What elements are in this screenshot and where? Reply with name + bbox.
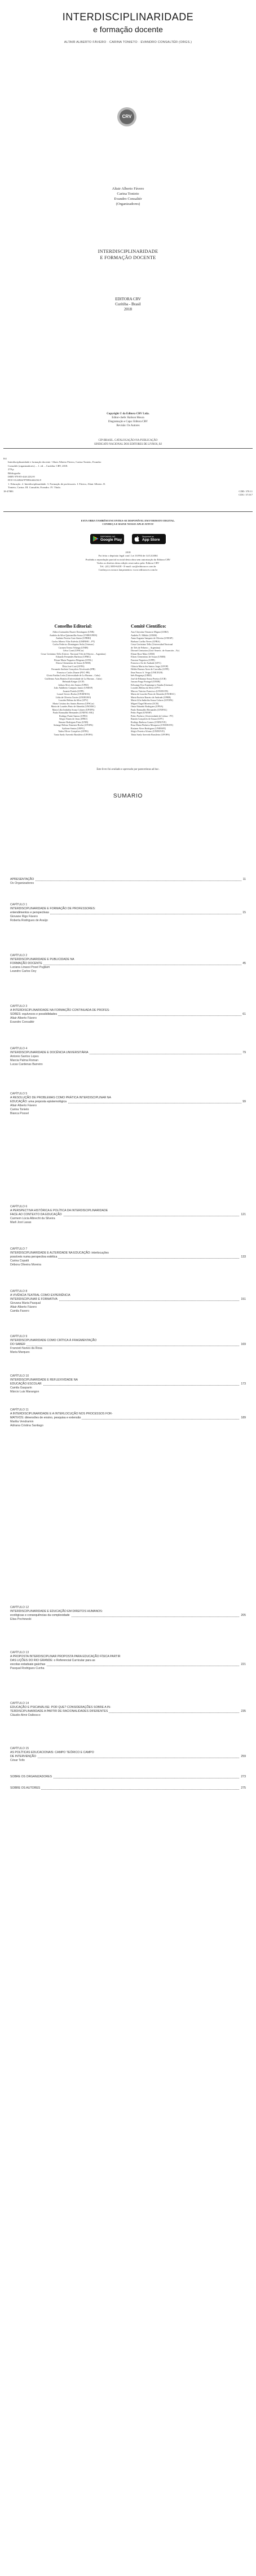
toc-heading-line xyxy=(10,1659,246,1663)
catalog-record xyxy=(3,457,253,497)
toc-entry xyxy=(10,1290,246,1313)
scientific-committee-member: Maria Lília Imbiriba Sousa Colares (UFOPA) xyxy=(131,699,173,702)
toc-heading-line xyxy=(10,1610,246,1614)
toc-author: Elisa Pochewski xyxy=(10,1618,32,1621)
toc-author: Adriana Cristina Santiago xyxy=(10,1424,43,1427)
toc-heading-line xyxy=(10,1096,246,1100)
copyright-page xyxy=(0,412,256,604)
toc-author: Márcio Luis Marangon xyxy=(10,1390,39,1394)
crv-logo-icon xyxy=(117,107,136,126)
toc-entry xyxy=(10,1651,246,1671)
editorial-board xyxy=(17,624,130,736)
editorial-board-member: Antônio Pereira Gaio Júnior (UFRRJ) xyxy=(55,637,91,639)
toc-heading-text: A INTERDISCIPLINARIDADE E A INTERLOCUÇÃO NOS PROCESSOS FOR- xyxy=(10,1412,113,1416)
editorial-board-member: Sérgio Nunes de Jesus (IFRO) xyxy=(59,717,87,720)
organizers-page xyxy=(0,186,256,214)
editorial-board-member: Celso Conti (UFSCar) xyxy=(63,649,84,652)
toc-author: Débora Oliveira Moreira xyxy=(10,1263,42,1267)
toc-page-number: 99 xyxy=(242,1100,246,1103)
catalog-line: DOI 10.24824/978854442232.8 xyxy=(8,479,41,482)
cover-subtitle: e formação docente xyxy=(93,25,163,34)
toc-heading-text: INTERDISCIPLINAR E FORMATIVA xyxy=(10,1298,58,1301)
title-page-title xyxy=(0,248,256,261)
scientific-committee-member: Pedro Pagni (UNESP) xyxy=(131,711,152,714)
toc-page-number: 121 xyxy=(241,1213,246,1216)
cdu-code: CDU: 37.017 xyxy=(239,493,253,497)
scientific-committee-member: Ilma Passos A. Veiga (UNICEUB) xyxy=(131,671,163,674)
editorial-board-member: Eduardo Fernandes Barbosa (UFMG) xyxy=(56,655,91,658)
peer-review-note: Este livro foi avaliado e aprovado por pareceristas ad hoc. xyxy=(96,768,160,770)
toc-page-number: 61 xyxy=(242,1013,246,1016)
google-play-badge[interactable] xyxy=(90,534,124,544)
toc-entry xyxy=(10,1005,246,1024)
editorial-board-member: Maria Cristina dos Santos Bezerra (UFSCar) xyxy=(52,702,94,705)
toc-page-number: 273 xyxy=(241,1775,246,1778)
toc-author: Antonio Santos Lopes xyxy=(10,1055,39,1058)
editorial-board-member: Fernando Antônio Gonçalves Alcoforado (IPB) xyxy=(51,668,95,671)
editorial-board-member: Lídia de Oliveira Xavier (UNIEURO) xyxy=(55,695,91,699)
toc-chapter-label: CAPÍTULO 10 xyxy=(10,1374,29,1378)
scientific-committee-member: de Três de Febrero – Argentina) xyxy=(131,646,161,649)
apple-icon xyxy=(134,536,140,542)
editorial-board-member: Maria de Lourdes Pinto de Almeida (UNOESC) xyxy=(51,705,96,708)
design-line: Diagramação e Capa: Editora CRV xyxy=(108,420,148,423)
publisher-name: EDITORA CRV xyxy=(115,297,141,301)
editorial-board-member: Rodrigo Pratte-Santos (UFES) xyxy=(59,714,88,717)
toc-heading-text: EDUCAÇÃO E PSICANÁLISE: POR QUE? CONSIDERAÇÕES SOBRE A IN- xyxy=(10,1706,111,1709)
editorial-board-member: Solange Helena Ximenes-Rocha (UFOPA) xyxy=(54,724,93,726)
review-line: Revisão: Os Autores xyxy=(116,424,140,427)
toc-entry xyxy=(10,1205,246,1225)
scientific-committee-member: Anna Augusta Sampaio de Oliveira (UNESP) xyxy=(131,637,173,639)
toc-heading-text: EDUCAÇÃO: uma proposta epistemológica xyxy=(10,1100,67,1103)
editorial-board-member: Carlos Federico Dominguez Avila (Unieuro) xyxy=(52,643,94,646)
app-store-badge[interactable] xyxy=(132,534,166,544)
scientific-committee-member: Tânia Suely Azevedo Brasileiro (UFOPA) xyxy=(131,733,170,736)
publisher-city: Curitiba - Brasil xyxy=(115,302,141,306)
scientific-committee-member: Gláucia Maria dos Santos Jorge (UFOP) xyxy=(131,664,169,668)
toc-entry xyxy=(10,1374,246,1394)
catalog-code: I61 xyxy=(3,457,7,460)
organizer-name: Carina Tonieto xyxy=(117,192,139,196)
editorial-board-member: Leonel Severo Rocha (UNISINOS) xyxy=(56,693,90,695)
editorial-board-member: Carmen Tereza Velanga (UNIR) xyxy=(58,646,89,649)
ebook-line-1: ESTA OBRA TAMBÉM ENCONTRA-SE DISPONÍVEL EM FORMATO DIGITAL. xyxy=(81,519,175,522)
toc-heading-line xyxy=(10,1416,246,1420)
footer-line-5: Conheça os nossos lançamentos: www.editoracrv.com.br xyxy=(98,568,158,572)
toc-author: Carina Tonieto xyxy=(10,1108,29,1111)
organizer-name: Altair Alberto Fávero xyxy=(112,187,144,191)
toc-leader-dots xyxy=(10,880,246,881)
toc-author: Lucas Cardenas Barreiro xyxy=(10,1063,43,1066)
toc-author: Altair Alberto Fávero xyxy=(10,1017,37,1020)
scientific-committee-member: Rosiane Alves Rodrigues (UNEMAT) xyxy=(131,726,166,730)
toc-author: Os Organizadores xyxy=(10,882,34,885)
toc-author: Camila Gasparin xyxy=(10,1386,32,1390)
toc-author: César Tello xyxy=(10,1759,25,1762)
editorial-board-member: Cesar Gerónimo Tello (Univer .Nacional Três de Febrero – Argentina) xyxy=(41,652,106,655)
toc-heading-text: DAS LIÇÕES DO RIO GRANDE: o Referencial Curricular para as xyxy=(10,1659,95,1662)
toc-page-number: 79 xyxy=(242,1051,246,1054)
toc-chapter-label: CAPÍTULO 5 xyxy=(10,1092,28,1096)
toc-heading-line xyxy=(10,958,246,962)
book-cover xyxy=(0,0,256,138)
app-store-badges xyxy=(0,534,256,544)
toc-page-number: 189 xyxy=(241,1416,246,1420)
toc-heading-text: A PROPOSTA INTERDISCIPLINAR PROPOSTA PARA EDUCAÇÃO FÍSICA PARTIR xyxy=(10,1655,121,1658)
organizer-name: Evandro Consaltér xyxy=(114,197,142,201)
toc-author: Giovana Maria Pasqual xyxy=(10,1302,41,1305)
toc-chapter-label: CAPÍTULO 14 xyxy=(10,1702,29,1705)
toc-heading-text: INTERDISCIPLINARIDADE E DOCÊNCIA UNIVERSITÁRIA xyxy=(10,1051,89,1054)
catalog-line: 278 p. xyxy=(8,468,15,471)
toc-heading-text: INTERDISCIPLINARIDADE E EDUCAÇÃO EM DIREITOS HUMANOS: xyxy=(10,1610,103,1613)
toc-heading-text: APRESENTAÇÃO xyxy=(10,878,34,881)
toc-heading-text: EDUCAÇÃO ESCOLAR xyxy=(10,1382,42,1386)
publisher-year: 2018 xyxy=(124,307,132,312)
catalog-classification-2 xyxy=(3,493,253,497)
toc-page-number: 11 xyxy=(242,878,246,881)
catalog-line: Tonieto, Carina. III. Consaltér, Evandro. IV. Título. xyxy=(8,486,61,489)
footer-year: 2018 xyxy=(125,551,131,554)
toc-entry xyxy=(10,1606,246,1622)
ebook-notice xyxy=(0,519,256,527)
toc-heading-line xyxy=(10,1251,246,1255)
toc-chapter-label: CAPÍTULO 6 xyxy=(10,1205,28,1208)
cdd-code: CDD: 370.11 xyxy=(239,489,253,493)
toc-entry xyxy=(10,1047,246,1067)
cover-title: INTERDISCIPLINARIDADE xyxy=(62,11,194,23)
toc-heading-line xyxy=(10,1412,246,1416)
title-line-1: INTERDISCIPLINARIDADE xyxy=(98,249,158,254)
footer-line-3: Todos os direitos desta edição reservados pela: Editora CRV xyxy=(96,561,160,564)
toc-heading-text: INTERDISCIPLINARIDADE E FORMAÇÃO DE PROFESSORES: xyxy=(10,907,96,910)
editorial-board-member: Tania Suely Azevedo Brasileiro (UFOPA) xyxy=(54,733,93,736)
toc-heading-text: DE INTERVENÇÃO xyxy=(10,1755,37,1758)
scientific-committee-member: Paulo Romualdo Hernandes (UNIFAL) xyxy=(131,708,167,711)
toc-heading-text: INTERDISCIPLINARIDADE E PUBLICIDADE NA xyxy=(10,958,74,961)
toc-chapter-label: CAPÍTULO 15 xyxy=(10,1747,29,1750)
editorial-board-member: Maria Lília Imbiriba Sousa Colares (UFOPA) xyxy=(52,708,95,711)
toc-author: Camila Favero xyxy=(10,1309,29,1313)
toc-chapter-label: CAPÍTULO 1 xyxy=(10,903,28,906)
toc-heading-text: A INTERDISCIPLINARIDADE NA FORMAÇÃO CONTINUADA DE PROFES- xyxy=(10,1009,110,1012)
toc-entry xyxy=(10,1335,246,1355)
title-page-publisher xyxy=(0,297,256,312)
catalog-lines xyxy=(3,461,253,489)
copyright-line: Copyright © da Editora CRV Ltda. xyxy=(107,413,149,415)
toc-heading-line xyxy=(10,1209,246,1213)
google-play-label: Google Play xyxy=(100,538,122,542)
editorial-council-page xyxy=(0,624,256,770)
toc-heading-text: DO SABER xyxy=(10,1343,25,1346)
copyright-credits xyxy=(0,412,256,428)
toc-page-number: 205 xyxy=(241,1614,246,1617)
catalog-line: Consaltér (organizadores). – 1. ed. – Curitiba: CRV, 2018. xyxy=(8,464,68,467)
toc-heading-text: SOBRE OS ORGANIZADORES xyxy=(10,1775,52,1778)
scientific-committee-member: Míguel Ángel Moreira (UCB) xyxy=(131,702,159,705)
toc-page-number: 173 xyxy=(241,1382,246,1386)
editorial-board-member: Elizeu Clementino de Souza (UNEB) xyxy=(56,661,91,664)
toc-heading-text: escolas estaduais gaúchas xyxy=(10,1663,46,1666)
toc-heading-text: possíveis numa perspectiva estética xyxy=(10,1255,58,1259)
catalog-line: ISBN 978-85-444-2232-8 xyxy=(8,475,35,479)
scientific-committee-member: Elizeu Clementino de Souza (UNEB) xyxy=(131,655,166,658)
toc-page-number: 169 xyxy=(241,1343,246,1346)
toc-heading-text: A PERSPECTIVA HISTÓRICA E POLÍTICA DA INTERDISCIPLINARIDADE xyxy=(10,1209,108,1212)
app-store-small: Disponível na xyxy=(142,536,154,538)
scientific-committee-member: Marcos Vinicius Francisco (UNOESTE) xyxy=(131,689,169,693)
toc-heading-line xyxy=(10,907,246,911)
scientific-committee-member: Pedro Pacheco (Universidade de Lisboa - PT) xyxy=(131,714,174,717)
scientific-committee-member: Maria Eurácia Barreto de Andrade (UFRB) xyxy=(131,695,171,699)
editorial-board-member: Francisco Carlos Duarte (PUC-PR) xyxy=(57,671,90,674)
toc-page-number: 45 xyxy=(242,962,246,965)
scientific-committee-member: Eliane Rose Maio (UEM) xyxy=(131,652,155,655)
scientific-committee-member: Barbara Coelho Neves (UFBA) xyxy=(131,639,160,643)
toc-heading-text: TERDISCIPLINARIDADE A PARTIR DE RACIONALIDADES DIFERENTES xyxy=(10,1710,108,1713)
toc-heading-text: A VIVÊNCIA TEATRAL COMO EXPERIÊNCIA xyxy=(10,1294,70,1297)
toc-heading-line xyxy=(10,1710,246,1714)
toc-heading-line xyxy=(10,1213,246,1217)
editorial-board-member: Guillermo Arias Beatón (Universidade de La Havana – Cuba) xyxy=(45,677,102,680)
scientific-committee xyxy=(131,624,244,736)
scientific-committee-member: Maria de Lourdes Pinto de Almeida (UNOESC) xyxy=(131,693,175,695)
toc-chapter-label: CAPÍTULO 3 xyxy=(10,1005,28,1008)
toc-heading-line xyxy=(10,962,246,966)
editorial-board-member: Élsio José Corá (UFFS) xyxy=(62,664,85,668)
toc-heading-text: FACE AO CONTEXTO DA EDUCAÇÃO xyxy=(10,1213,62,1216)
catalog-top-rule xyxy=(3,448,253,449)
toc-page-number: 235 xyxy=(241,1710,246,1713)
logo-main-text: CRV xyxy=(120,109,134,124)
toc-author: Roberta Rodrigues de Araújo xyxy=(10,919,48,922)
toc-heading-line xyxy=(10,1786,246,1790)
toc-heading-text: INTERDISCIPLINARIDADE COMO CRÍTICA À FRAGMENTAÇÃO xyxy=(10,1339,97,1342)
toc-entry xyxy=(10,1747,246,1763)
scientific-committee-member: Cesar Gerónimo Tello (Universidad Nacional xyxy=(131,643,173,646)
toc-entry xyxy=(10,1786,246,1790)
editorial-board-member: João Adalberto Campato Junior (UNESP) xyxy=(54,686,93,689)
google-play-small: DISPONÍVEL NO xyxy=(100,536,116,538)
toc-author: Marcia Palma Roman xyxy=(10,1059,38,1062)
editorial-board-member: Helmuth Krüger (UCP) xyxy=(62,680,85,683)
google-play-icon xyxy=(92,536,99,542)
toc-heading-line xyxy=(10,1343,246,1347)
toc-page-number: 221 xyxy=(241,1663,246,1666)
toc-heading-line xyxy=(10,1009,246,1013)
toc-heading-line xyxy=(10,1751,246,1755)
toc-author: Altair Alberto Fávero xyxy=(10,1104,37,1107)
editorial-board-member: Aldira Guimarães Duarte Domínguez (UNB) xyxy=(52,630,94,633)
cip-line-1: CIP-BRASIL. CATALOGAÇÃO-NA-PUBLICAÇÃO xyxy=(98,439,158,442)
toc-heading-text: AS POLÍTICAS EDUCACIONAIS: CAMPO TEÓRICO E CAMPO xyxy=(10,1751,94,1754)
toc-heading-line xyxy=(10,911,246,915)
editorial-board-member: Tadeu Oliver Gonçalves (UFPA) xyxy=(58,730,89,733)
toc-leader-dots xyxy=(10,1385,246,1386)
scientific-committee-member: Inês Bragança (UERJ) xyxy=(131,674,152,677)
editorial-board-member: Carlos Alberto Vilar Estêvão (UMINHO – PT) xyxy=(51,639,95,643)
scientific-committee-member: Rodrigo Barbosa Gomes (UNINOVE) xyxy=(131,720,166,724)
toc-heading-line xyxy=(10,1255,246,1259)
scientific-committee-member: Francisco Ari de Andrade (UFC) xyxy=(131,661,161,664)
toc-chapter-label: CAPÍTULO 12 xyxy=(10,1606,29,1609)
scientific-committee-member: Diosnel Centurion (Univ Americ. de Asunción – Py) xyxy=(131,649,179,652)
toc-author: Luciana Linassi Posel Pugliam xyxy=(10,966,50,969)
scientific-committee-member: Lourdes Helena da Silva (UFV) xyxy=(131,686,161,689)
toc-entry xyxy=(10,954,246,974)
catalog-id: 18-47883 xyxy=(3,489,14,493)
editorial-board-title: Conselho Editorial: xyxy=(54,624,92,629)
footer-line-2: Proibida a reprodução parcial ou total desta obra sem autorização da Editora CRV xyxy=(85,558,171,561)
toc-heading-line xyxy=(10,1755,246,1759)
toc-page-number: 259 xyxy=(241,1755,246,1758)
toc-chapter-label: CAPÍTULO 8 xyxy=(10,1290,28,1293)
cip-line-2: SINDICATO NACIONAL DOS EDITORES DE LIVROS, RJ xyxy=(94,443,162,446)
legal-footer xyxy=(0,551,256,572)
catalog-line: 1. Educação. 2. Interdisciplinaridade. 3. Formação de professores. I. Fávero, Altair Alberto. II. xyxy=(8,482,106,485)
toc-heading-line xyxy=(10,1378,246,1382)
toc-chapter-label: CAPÍTULO 2 xyxy=(10,954,28,957)
toc-heading-text: SOBRE OS AUTORES xyxy=(10,1786,41,1790)
scientific-committee-member: Rosa Maria Pinheiro Mosquera (UNIOESTE) xyxy=(131,724,174,726)
editorial-board-member: Gloria Fariñas León (Universidade de La Havana – Cuba) xyxy=(46,674,100,677)
toc-heading-text: FORMAÇÃO DOCENTE xyxy=(10,962,42,965)
scientific-committee-member: Helder Buenos Aires de Carvalho (UFPI) xyxy=(131,668,169,671)
toc-author: Bianca Possel xyxy=(10,1112,29,1115)
ebook-line-2: CONHEÇA E BAIXE NOSSO APLICATIVO! xyxy=(102,523,154,526)
toc-title: SUMÁRIO xyxy=(113,793,143,799)
toc-author: Carina Copatti xyxy=(10,1259,29,1263)
cip-header xyxy=(0,439,256,446)
organizers-list xyxy=(0,186,256,207)
toc-heading-text: entendimentos e perspectivas xyxy=(10,911,49,914)
editorial-board-member: Simone Rodrigues Pinto (UNB) xyxy=(58,720,89,724)
editorial-board-member: Josania Portela (UFPI) xyxy=(63,689,84,693)
toc-heading-text: SORES: equívocos e possibilidades xyxy=(10,1013,58,1016)
toc-heading-line xyxy=(10,1706,246,1710)
editorial-board-member: Elione Maria Nogueira Diógenes (UFAL) xyxy=(54,658,93,661)
toc-heading-text: INTERDISCIPLINARIDADE E REFLEXIVIDADE NA xyxy=(10,1378,78,1382)
toc-heading-text: INTERDISCIPLINARIDADE E ALTERIDADE NA EDUCAÇÃO: interlocuções xyxy=(10,1251,109,1255)
scientific-committee-member: Kilwangy Kya Kapitango-a-Samba (Unemat) xyxy=(131,683,173,686)
toc-heading-text: ecológicas e consequências da complexidade xyxy=(10,1614,70,1617)
organizer-name: (Organizadores) xyxy=(116,202,140,206)
toc-author: Leandro Carlos Oey xyxy=(10,970,37,973)
toc-heading-line xyxy=(10,878,246,882)
toc-author: Evandro Consaltér xyxy=(10,1020,34,1024)
toc-page-number: 151 xyxy=(241,1298,246,1301)
editorial-board-member: Andréia da Silva Quintanilha Sousa (UNIR/UFRN) xyxy=(49,633,98,637)
app-store-label: App Store xyxy=(142,538,160,542)
toc-entry xyxy=(10,878,246,886)
title-page xyxy=(0,248,256,350)
scientific-committee-member: Jussara Fraga Portugal (UNEB) xyxy=(131,680,160,683)
catalog-line: Interdisciplinaridade e formação docente / Altair Alberto Fávero, Carina Tonieto, Evandro xyxy=(8,461,101,464)
toc-entry xyxy=(10,1092,246,1116)
toc-heading-line xyxy=(10,1100,246,1104)
title-line-2: E FORMAÇÃO DOCENTE xyxy=(100,255,156,260)
toc-heading-text: A RESOLUÇÃO DE PROBLEMAS COMO PRÁTICA INTERDISCIPLINAR NA xyxy=(10,1096,112,1099)
toc-entry xyxy=(10,903,246,923)
editorial-board-list xyxy=(17,630,130,736)
toc-chapter-label: CAPÍTULO 9 xyxy=(10,1335,28,1338)
toc-author: Carmem Lúcia Albrecht da Silveira xyxy=(10,1217,55,1220)
scientific-committee-member: Sérgio Ferreira Afonso (UNINOVE) xyxy=(131,730,165,733)
toc-chapter-label: CAPÍTULO 11 xyxy=(10,1408,29,1412)
toc-heading-text: MATIVOS: dimensões de ensino, pesquisa e extensão xyxy=(10,1416,81,1420)
toc-page-number: 15 xyxy=(242,911,246,914)
scientific-committee-member: Ramón Gonçalves de Souza (UFV) xyxy=(131,717,164,720)
catalog-line: Bibliografia xyxy=(8,471,21,475)
table-of-contents xyxy=(0,793,256,2576)
scientific-committee-title: Comitê Científico: xyxy=(131,624,166,629)
scientific-committee-list xyxy=(131,630,244,736)
editor-line: Editor-chefe: Railson Moura xyxy=(112,417,144,419)
toc-entry xyxy=(10,1775,246,1779)
toc-heading-line xyxy=(10,1051,246,1055)
toc-entry xyxy=(10,1247,246,1267)
toc-heading-line xyxy=(10,1614,246,1618)
toc-heading-line xyxy=(10,1298,246,1302)
toc-heading-line xyxy=(10,1775,246,1779)
scientific-committee-member: Ana Chrystina Venancio Mignot (UERJ) xyxy=(131,630,169,633)
scientific-committee-member: Omar Eduardo Rodriguez (UPNA) xyxy=(131,705,164,708)
editorial-board-member: Sydione Santos (UEPG) xyxy=(62,726,85,730)
toc-author: Maria Marques xyxy=(10,1351,30,1354)
cover-authors: ALTAIR ALBERTO FÁVERO · CARINA TONIETO · EVANDRO CONSALTÉR (ORGS.) xyxy=(64,41,192,44)
footer-line-4: Tel.: (41) 3039-6418 - E-mail: sac@editoracrv.com.br xyxy=(100,565,156,568)
toc-author: Pasqual Rodrigues Cunha xyxy=(10,1667,45,1670)
editorial-board-member: Lourdes Helena da Silva (UFV) xyxy=(58,699,89,702)
footer-line-1: Foi feito o depósito legal conf. Lei 10.994 de 14/12/2004 xyxy=(98,554,158,558)
toc-page-number: 133 xyxy=(241,1255,246,1259)
toc-author: Altair Alberto Fávero xyxy=(10,1305,37,1309)
toc-heading-line xyxy=(10,1339,246,1343)
toc-heading-line xyxy=(10,1013,246,1017)
catalog-bottom-rule xyxy=(3,511,253,512)
toc-heading-line xyxy=(10,1382,246,1386)
toc-chapter-label: CAPÍTULO 4 xyxy=(10,1047,28,1050)
toc-heading-line xyxy=(10,1655,246,1659)
toc-author: Giovane Rigo Fávero xyxy=(10,915,38,918)
toc-entry xyxy=(10,1408,246,1428)
toc-chapter-label: CAPÍTULO 13 xyxy=(10,1651,29,1654)
toc-chapter-label: CAPÍTULO 7 xyxy=(10,1247,28,1251)
toc-leader-dots xyxy=(10,1789,246,1790)
toc-author: Cláudio Almir Dalbosco xyxy=(10,1714,41,1717)
toc-heading-line xyxy=(10,1663,246,1667)
editorial-board-member: Jailson Alves dos Santos (UFRJ) xyxy=(58,683,89,686)
toc-page-number: 275 xyxy=(241,1786,246,1790)
scientific-committee-member: José de Ribamar Sousa Pereira (UCB) xyxy=(131,677,166,680)
toc-author: Marilia Vendramin xyxy=(10,1420,34,1423)
editorial-board-member: Paulo Romualdo Hernandes (UNIFAL-MG) xyxy=(52,711,94,714)
toc-author: Marli Jost Lasas xyxy=(10,1221,32,1224)
scientific-committee-member: Andréia N. Militão (UEMS) xyxy=(131,633,157,637)
toc-entry xyxy=(10,1702,246,1718)
scientific-committee-member: Fauston Negreiros (UFPI) xyxy=(131,658,155,661)
toc-heading-line xyxy=(10,1294,246,1298)
toc-author: Francieli Nunes da Rosa xyxy=(10,1347,42,1350)
